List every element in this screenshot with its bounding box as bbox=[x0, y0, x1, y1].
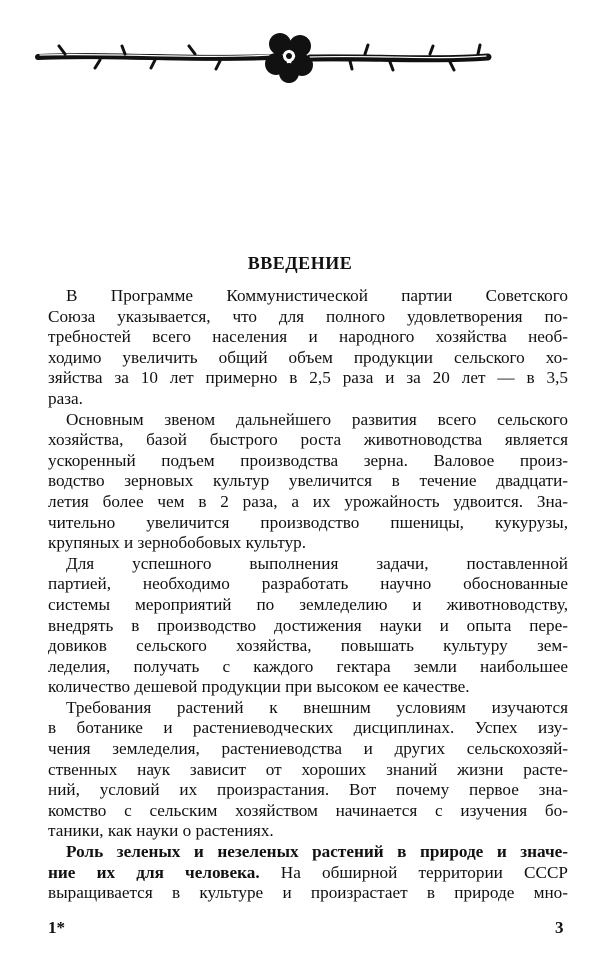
text-line: хозяйства, базой быстрого роста животноводства является bbox=[48, 430, 568, 450]
signature-mark: 1* bbox=[48, 918, 65, 937]
text-line: чения земледелия, растениеводства и других сельскохозяй- bbox=[48, 739, 568, 759]
paragraph-role-of-plants bbox=[48, 842, 568, 904]
text-line: Для успешного выполнения задачи, поставленной bbox=[66, 553, 568, 573]
text-line: ний, условий их произрастания. Вот почему первое зна- bbox=[48, 780, 568, 800]
text-line: ускоренный подъем производства зерна. Валовое произ- bbox=[48, 450, 568, 470]
text-line: Роль зеленых и незеленых растений в природе и значе- bbox=[66, 842, 568, 862]
text-line: комство с сельским хозяйством начинается с изучения бо- bbox=[48, 800, 568, 820]
text-line: летия более чем в 2 раза, а их урожайность удвоится. Зна- bbox=[48, 491, 568, 511]
floral-branch-ornament bbox=[30, 24, 495, 84]
text-line: чительно увеличится производство пшеницы, кукурузы, bbox=[48, 512, 568, 532]
text-line: В Программе Коммунистической партии Советского bbox=[66, 286, 568, 305]
text-line: партией, необходимо разработать научно обоснованные bbox=[48, 574, 568, 594]
text-line: Основным звеном дальнейшего развития всего сельского bbox=[66, 409, 568, 429]
text-line: довиков сельского хозяйства, повышать культуру зем- bbox=[48, 636, 568, 656]
text-line: крупяных и зернобобовых культур. bbox=[48, 533, 307, 553]
text-line: системы мероприятий по земледелию и животноводству, bbox=[48, 594, 568, 614]
bold-heading: ние их для человека. bbox=[48, 862, 260, 882]
text-line: зяйства за 10 лет примерно в 2,5 раза и за 20 лет — в 3,5 bbox=[48, 368, 568, 388]
text-line: раза. bbox=[48, 388, 83, 408]
text-line: таники, как науки о растениях. bbox=[48, 821, 274, 841]
text-line bbox=[48, 863, 568, 884]
text-line: ственных наук зависит от хороших знаний жизни расте- bbox=[48, 759, 568, 779]
text-line: выращивается в культуре и произрастает в природе мно- bbox=[48, 883, 568, 903]
flower-icon bbox=[265, 33, 313, 83]
text-line: в ботанике и растениеводческих дисциплинах. Успех изу- bbox=[48, 718, 568, 738]
body-text bbox=[48, 286, 568, 904]
page-number: 3 bbox=[555, 918, 564, 937]
text-line: Союза указывается, что для полного удовлетворения по- bbox=[48, 306, 568, 326]
text-line: водство зерновых культур увеличится в течение двадцати- bbox=[48, 471, 568, 491]
text-line: внедрять в производство достижения науки и опыта пере- bbox=[48, 615, 568, 635]
text-line: ходимо увеличить общий объем продукции сельского хо- bbox=[48, 347, 568, 367]
text-line: леделия, получать с каждого гектара земли наибольшее bbox=[48, 656, 568, 676]
text-line: требностей всего населения и народного хозяйства необ- bbox=[48, 327, 568, 347]
page-title: ВВЕДЕНИЕ bbox=[247, 253, 353, 273]
text-line: количество дешевой продукции при высоком ее качестве. bbox=[48, 677, 470, 697]
text-line: Требования растений к внешним условиям изучаются bbox=[66, 697, 568, 717]
text-span: На обширной территории СССР bbox=[280, 862, 568, 882]
